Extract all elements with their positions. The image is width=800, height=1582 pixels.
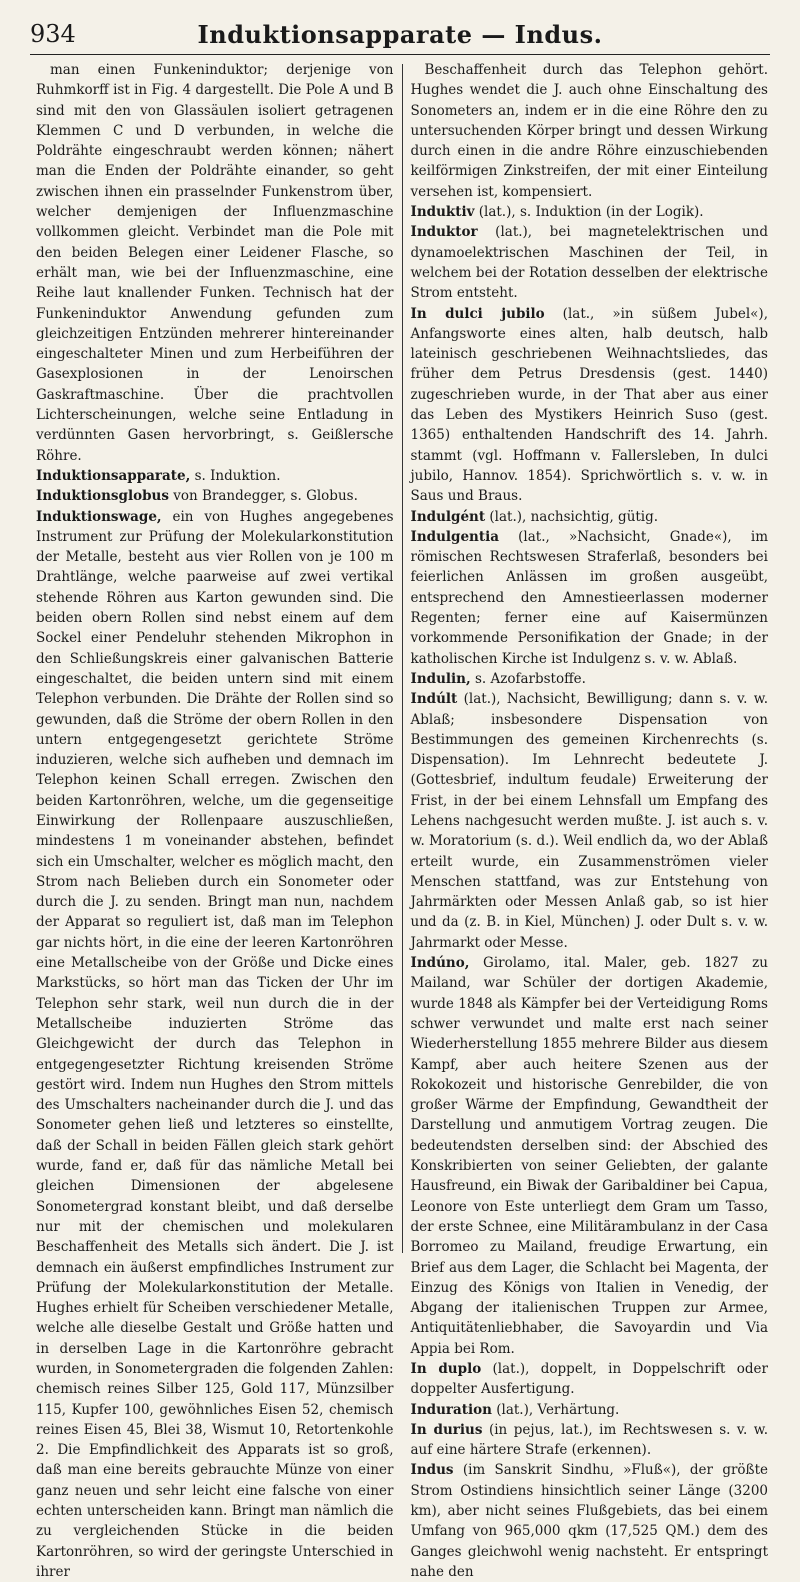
entry-text: man einen Funkeninduktor; derjenige von Ruhmkorff ist in Fig. 4 dargestellt. Die Pole A und B sind mit den von Glassäulen isoliert getragenen Klemmen C und D verbunden, in welche die Poldrähte eingeschraubt werden können; nähert man die Enden der Poldrähte einander, so geht zwischen ihnen ein prasselnder Funkenstrom über, welcher demjenigen der Influenzmaschine vollkommen gleicht. Verbindet man die Pole mit den beiden Belegen einer Leidener Flasche, so erhält man, wie bei der Influenzmaschine, eine Reihe laut knallender Funken. Technisch hat der Funkeninduktor Anwendung gefunden zum gleichzeitigen Entzünden mehrerer hintereinander eingeschalteter Minen und zum Herbeiführen der Gasexplosionen in der Lenoirschen Gaskraftmaschine. Über die prachtvollen Lichterscheinungen, welche seine Entladung in verdünnten Gasen hervorbringt, s. Geißlersche Röhre. [36,62,394,464]
running-title: Induktionsapparate — Indus. [197,20,603,49]
entry-text: Beschaffenheit durch das Telephon gehört. Hughes wendet die J. auch ohne Einschaltung des Sonometers an, indem er in die eine Röhre den zu untersuchenden Körper bringt und dessen Wirkung durch einen in die andre Röhre einzuschiebenden keilförmigen Zinkstreifen, der mit einer Einteilung versehen ist, kompensiert. [410,62,768,200]
dictionary-entry [411,222,769,303]
entry-headword: Indus [410,1462,454,1479]
entry-text: (lat.), nachsichtig, gütig. [485,508,659,525]
entry-text: (lat., »Nachsicht, Gnade«), im römischen Rechtswesen Straferlaß, besonders bei feierlichen Anlässen im großen ausgeübt, entsprechend den Amnestieerlassen moderner Regenten; ferner eine auf Kaisermünzen vorkommende Personifikation der Gnade; in der katholischen Kirche ist Indulgenz s. v. w. Ablaß. [410,528,768,667]
entry-headword: Indúno, [410,955,470,972]
entry-text: s. Azofarbstoffe. [470,670,586,687]
dictionary-entry [411,1400,769,1420]
entry-text: s. Induktion. [190,467,281,484]
dictionary-entry [411,1359,769,1400]
entry-text: (lat.), bei magnetelektrischen und dynamoelektrischen Maschinen der Teil, in welchem bei der Rotation desselben der elektrische Strom entsteht. [410,224,768,302]
entry-headword: Induktiv [410,204,475,221]
dictionary-entry [411,527,769,669]
dictionary-entry [411,689,769,953]
entry-headword: Indúlt [410,691,458,708]
entry-text: ein von Hughes angegebenes Instrument zur Prüfung der Molekularkonstitution der Metalle, besteht aus vier Rollen von je 100 m Drahtlänge, welche paarweise auf zwei vertikal stehende Röhren aus Karton gewunden sind. Die beiden obern Rollen sind nebst einem auf dem Sockel einer Pendeluhr stehenden Mikrophon in den Schließungskreis einer galvanischen Batterie eingeschaltet, die beiden untern sind mit einem Telephon verbunden. Die Drähte der Rollen sind so gewunden, daß die Ströme der obern Rollen in den untern entgegengesetzt gerichtete Ströme induzieren, welche sich aufheben und demnach im Telephon keinen Schall erregen. Zwischen den beiden Kartonröhren, welche, um die gegenseitige Einwirkung der Rollenpaare auszuschließen, mindestens 1 m voneinander abstehen, befindet sich ein Umschalter, welcher es möglich macht, den Strom nach Belieben durch ein Sonometer oder durch die J. zu senden. Bringt man nun, nachdem der Apparat so reguliert ist, daß man im Telephon gar nichts hört, in die eine der leeren Kartonröhren eine Metallscheibe von der Größe und Dicke eines Markstücks, so hört man das Ticken der Uhr im Telephon sehr stark, weil nun durch die in der Metallscheibe induzierten Ströme das Gleichgewicht der durch das Telephon in entgegengesetzter Richtung kreisenden Ströme gestört wird. Indem nun Hughes den Strom mittels des Umschalters nacheinander durch die J. und das Sonometer gehen ließ und letzteres so einstellte, daß der Schall in beiden Fällen gleich stark gehört wurde, fand er, daß für das nämliche Metall bei gleichen Dimensionen der abgelesene Sonometergrad konstant bleibt, und daß derselbe nur mit der chemischen und molekularen Beschaffenheit des Metalls sich ändert. Die J. ist demnach ein äußerst empfindliches Instrument zur Prüfung der Molekularkonstitution der Metalle. Hughes erhielt für Scheiben verschiedener Metalle, welche alle dieselbe Gestalt und Größe hatten und in derselben Lage in die Kartonröhre gebracht wurden, in Sonometergraden die folgenden Zahlen: chemisch reines Silber 125, Gold 117, Münzsilber 115, Kupfer 100, gewöhnliches Eisen 52, chemisch reines Eisen 45, Blei 38, Wismut 10, Retortenkohle 2. Die Empfindlichkeit des Apparats ist so groß, daß man eine bereits gebrauchte Münze von einer ganz neuen und sehr leicht eine falsche von einer echten unterscheiden kann. Bringt man nämlich die zu vergleichenden Stücke in die beiden Kartonröhren, so wird der geringste Unterschied in ihrer [36,508,394,1580]
entry-headword: Induration [410,1401,492,1418]
entry-text: (im Sanskrit Sindhu, »Fluß«), der größte Strom Ostindiens hinsichtlich seiner Länge (3200 km), aber nicht seines Flußgebiets, das bei einem Umfang von 965,000 qkm (17,525 QM.) dem des Ganges gleichwohl wenig nachsteht. Er entspringt nahe den [410,1462,768,1580]
dictionary-entry [411,669,769,689]
dictionary-entry [36,486,394,506]
entry-text: (in pejus, lat.), im Rechtswesen s. v. w. auf eine härtere Strafe (erkennen). [410,1421,768,1459]
entry-headword: Indulgentia [410,528,499,545]
dictionary-entry [36,507,394,1582]
dictionary-entry [36,466,394,486]
dictionary-entry [411,1460,769,1582]
entry-headword: Induktionsapparate, [36,467,191,484]
right-column [403,60,777,1580]
entry-headword: Induktor [410,224,478,241]
dictionary-entry [411,60,769,202]
entry-headword: In duplo [410,1361,482,1377]
entry-text: (lat.), doppelt, in Doppelschrift oder doppelter Ausfertigung. [410,1361,768,1398]
entry-headword: In dulci jubilo [410,305,545,322]
page-header [30,14,770,55]
entry-text: (lat.), s. Induktion (in der Logik). [474,204,704,221]
entry-text: (lat.), Verhärtung. [491,1401,620,1418]
dictionary-entry [411,304,769,507]
entry-text: Girolamo, ital. Maler, geb. 1827 zu Mailand, war Schüler der dortigen Akademie, wurde 1848 als Kämpfer bei der Verteidigung Roms schwer verwundet und malte erst nach seiner Wiederherstellung 1855 mehrere Bilder aus diesem Kampf, aber auch heitere Szenen aus der Rokokozeit und historische Genrebilder, die von großer Wärme der Empfindung, Gewandtheit der Darstellung und anmutigem Vortrag zeugen. Die bedeutendsten derselben sind: der Abschied des Konskribierten von seiner Geliebten, der galante Hausfreund, ein Biwak der Garibaldiner bei Capua, Leonore von Este unterliegt dem Gram um Tasso, der erste Schnee, eine Militärambulanz in der Casa Borromeo zu Mailand, freudige Erwartung, ein Brief aus dem Lager, die Schlacht bei Magenta, der Einzug des Königs von Italien in Venedig, der Abgang der italienischen Truppen zur Armee, Antiquitätenliebhaber, die Savoyardin und Via Appia bei Rom. [410,955,768,1357]
dictionary-entry [411,507,769,527]
entry-headword: Indulgént [410,508,486,525]
entry-headword: Indulin, [410,670,471,687]
entry-text: (lat.), Nachsicht, Bewilligung; dann s. v. w. Ablaß; insbesondere Dispensation von Bestimmungen des gemeinen Kirchenrechts (s. Dispensation). Im Lehnrecht bedeutete J. (Gottesbrief, indultum feudale) Erweiterung der Frist, in der bei einem Lehnsfall um Empfang des Lehens nachgesucht werden mußte. J. ist auch s. v. w. Moratorium (s. d.). Weil endlich da, wo der Ablaß erteilt wurde, ein Zusammenströmen vieler Menschen stattfand, was zur Entstehung von Jahrmärkten oder Messen Anlaß gab, so ist hier und da (z. B. in Kiel, München) J. oder Dult s. v. w. Jahrmarkt oder Messe. [410,691,768,951]
dictionary-entry [411,1420,769,1461]
text-columns [28,60,776,1580]
entry-headword: In durius [410,1421,483,1438]
entry-headword: Induktionsglobus [36,488,169,505]
dictionary-entry [411,953,769,1359]
dictionary-entry [36,60,394,466]
left-column [28,60,402,1580]
entry-text: von Brandegger, s. Globus. [168,488,358,505]
page-number: 934 [30,20,76,48]
entry-text: (lat., »in süßem Jubel«), Anfangsworte eines alten, halb deutsch, halb lateinisch geschriebenen Weihnachtsliedes, das früher dem Petrus Dresdensis (gest. 1440) zugeschrieben wurde, in der That aber aus einer das Leben des Mystikers Heinrich Suso (gest. 1365) enthaltenden Handschrift des 14. Jahrh. stammt (vgl. Hoffmann v. Fallersleben, In dulci jubilo, Hannov. 1854). Sprichwörtlich s. v. w. in Saus und Braus. [410,305,768,505]
entry-headword: Induktionswage, [36,508,162,525]
dictionary-entry [411,202,769,222]
